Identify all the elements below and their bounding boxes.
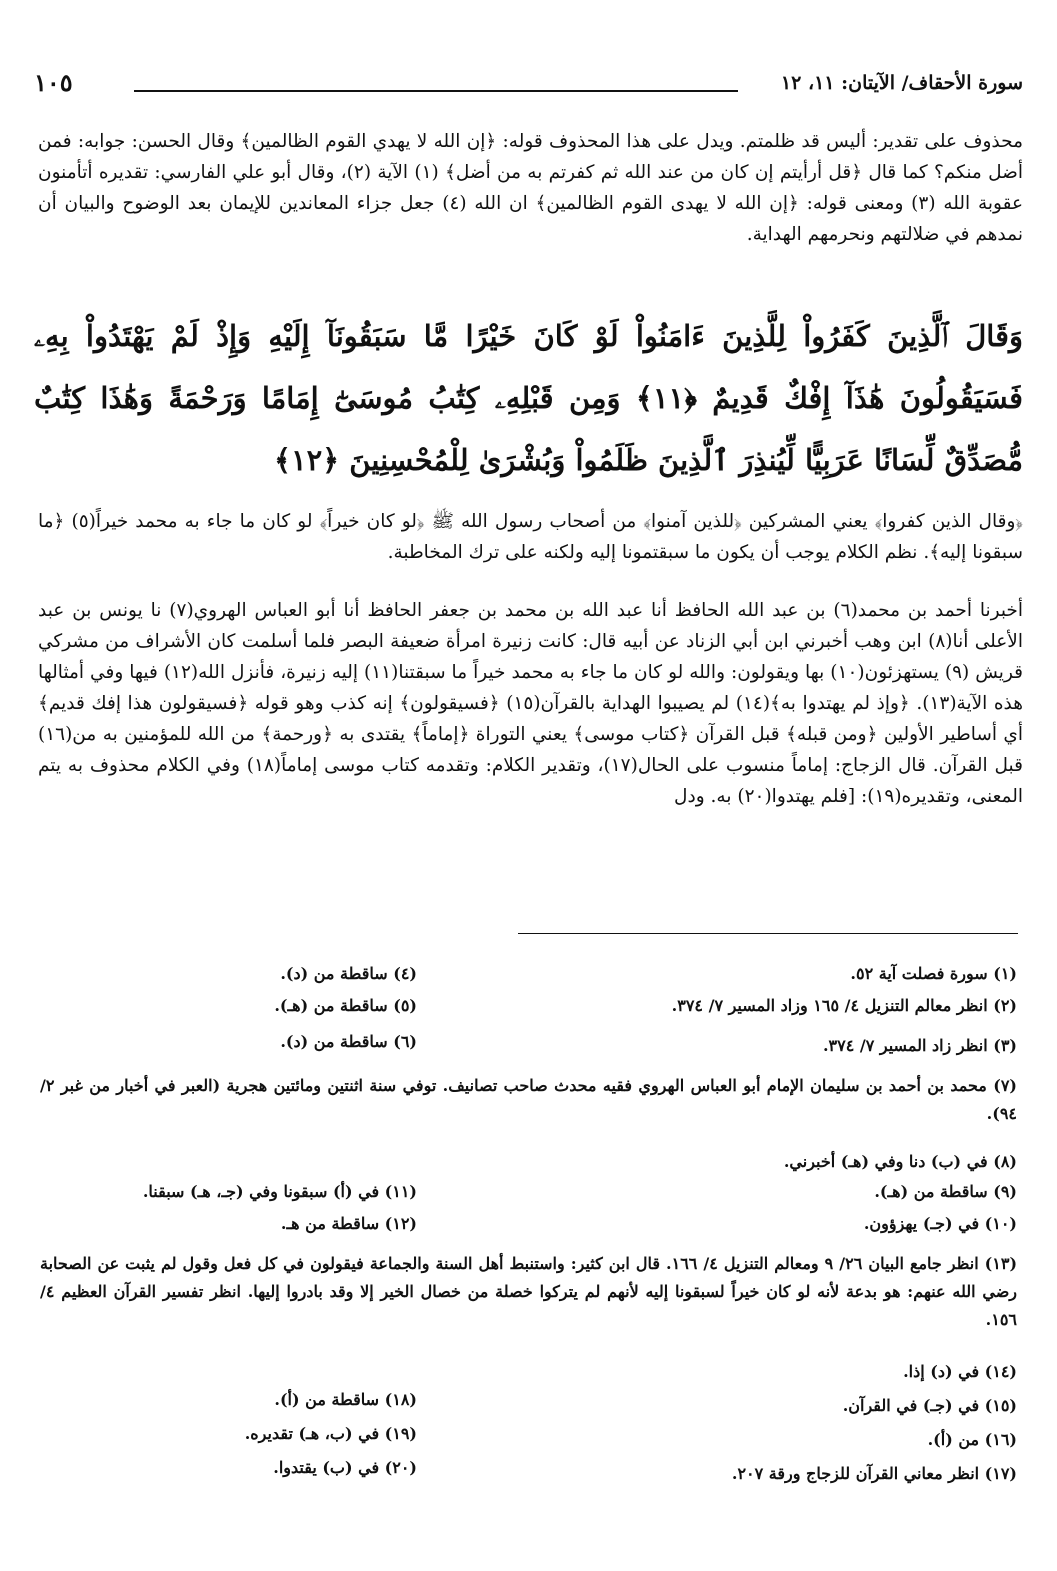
- footnote-3: (٣) انظر زاد المسير ٧/ ٣٧٤.: [822, 1036, 1017, 1055]
- footnote-16: (١٦) من (أ).: [927, 1430, 1017, 1449]
- header-rule: [134, 90, 738, 92]
- footnote-15: (١٥) في (جـ) في القرآن.: [842, 1396, 1017, 1415]
- footnote-18: (١٨) ساقطة من (أ).: [274, 1390, 417, 1409]
- footnote-12: (١٢) ساقطة من هـ.: [280, 1214, 417, 1233]
- footnote-13: (١٣) انظر جامع البيان ٢٦/ ٩ ومعالم التنزيل ٤/ ١٦٦. قال ابن كثير: واستنبط أهل السنة والجماعة فيقولون في كل فعل وقول لم يثبت عن الصحابة رضي الله عنهم: هو بدعة لأنه لو كان خيراً لسبقونا إليه لأنهم لم يتركوا خصلة من خصال الخير إلا وقد بادروا إليها. انظر تفسير القرآن العظيم ٤/ ١٥٦.: [40, 1254, 1018, 1329]
- footnote-4: (٤) ساقطة من (د).: [280, 964, 417, 983]
- commentary-paragraph-2: ﴿وقال الذين كفروا﴾ يعني المشركين ﴿للذين آمنوا﴾ من أصحاب رسول الله ﷺ ﴿لو كان خيراً﴾ لو كان ما جاء به محمد خيراً(٥) ﴿ما سبقونا إليه﴾. نظم الكلام يوجب أن يكون ما سبقتمونا إليه ولكنه على ترك المخاطبة.: [38, 511, 1024, 563]
- footnote-5: (٥) ساقطة من (هـ).: [274, 996, 417, 1015]
- footnote-separator: [518, 933, 1018, 934]
- page-number: ١٠٥: [34, 68, 73, 97]
- footnote-14: (١٤) في (د) إذا.: [903, 1362, 1017, 1381]
- commentary-paragraph-3: أخبرنا أحمد بن محمد(٦) بن عبد الله الحافظ أنا عبد الله بن محمد بن جعفر الحافظ أنا أبو العباس الهروي(٧) نا يونس بن عبد الأعلى أنا(٨) ابن وهب أخبرني ابن أبي الزناد عن أبيه قال: كانت زنيرة امرأة ضعيفة البصر فلما أسلمت كان الأشراف من مشركي قريش (٩) يستهزئون(١٠) بها ويقولون: والله لو كان ما جاء به محمد خيراً ما سبقتنا(١١) إليه زنيرة، فأنزل الله(١٢) فيها وفي أمثالها هذه الآية(١٣). ﴿وإذ لم يهتدوا به﴾(١٤) لم يصيبوا الهداية بالقرآن(١٥) ﴿فسيقولون﴾ إنه كذب وهو قوله ﴿فسيقولون هذا إفك قديم﴾ أي أساطير الأولين ﴿ومن قبله﴾ قبل القرآن ﴿كتاب موسى﴾ يعني التوراة ﴿إماماً﴾ يقتدى به ﴿ورحمة﴾ من الله للمؤمنين به من(١٦) قبل القرآن. قال الزجاج: إماماً منسوب على الحال(١٧)، وتقدير الكلام: وتقدمه كتاب موسى إماماً(١٨) وفي الكلام محذوف به يتم المعنى، وتقديره(١٩): [فلم يهتدوا(٢٠) به. ودل: [38, 600, 1024, 807]
- footnote-11: (١١) في (أ) سبقونا وفي (جـ، هـ) سبقنا.: [142, 1182, 417, 1201]
- commentary-paragraph-1: محذوف على تقدير: أليس قد ظلمتم. ويدل على هذا المحذوف قوله: ﴿إن الله لا يهدي القوم الظالمين﴾ وقال الحسن: جوابه: فمن أضل منكم؟ كما قال ﴿قل أرأيتم إن كان من عند الله ثم كفرتم به من أضل﴾ (١) الآية (٢)، وقال أبو علي الفارسي: تقديره أتأمنون عقوبة الله (٣) ومعنى قوله: ﴿إن الله لا يهدى القوم الظالمين﴾ ان الله (٤) جعل جزاء المعاندين للإيمان بعد الوضوح والبيان أن نمدهم في ضلالتهم ونحرمهم الهداية.: [38, 131, 1023, 245]
- footnote-17: (١٧) انظر معاني القرآن للزجاج ورقة ٢٠٧.: [731, 1464, 1017, 1483]
- footnote-1: (١) سورة فصلت آية ٥٢.: [850, 964, 1017, 983]
- footnote-2: (٢) انظر معالم التنزيل ٤/ ١٦٥ وزاد المسير ٧/ ٣٧٤.: [671, 996, 1017, 1015]
- quran-verses-11-12: وَقَالَ ٱلَّذِينَ كَفَرُواْ لِلَّذِينَ ءَامَنُواْ لَوْ كَانَ خَيْرًا مَّا سَبَقُونَآ إِلَيْهِ وَإِذْ لَمْ يَهْتَدُواْ بِهِۦ فَسَيَقُولُونَ هَٰذَآ إِفْكٌ قَدِيمٌ ﴿١١﴾ وَمِن قَبْلِهِۦ كِتَٰبُ مُوسَىٰٓ إِمَامًا وَرَحْمَةً وَهَٰذَا كِتَٰبٌ مُّصَدِّقٌ لِّسَانًا عَرَبِيًّا لِّيُنذِرَ ٱلَّذِينَ ظَلَمُواْ وَبُشْرَىٰ لِلْمُحْسِنِينَ ﴿١٢﴾: [34, 319, 1023, 477]
- footnote-19: (١٩) في (ب، هـ) تقديره.: [244, 1424, 417, 1443]
- running-header: [34, 68, 1023, 106]
- footnote-6: (٦) ساقطة من (د).: [280, 1032, 417, 1051]
- footnote-7: (٧) محمد بن أحمد بن سليمان الإمام أبو العباس الهروي فقيه محدث صاحب تصانيف. توفي سنة اثنتين ومائتين هجرية (العبر في أخبار من غبر ٢/ ٩٤).: [40, 1076, 1017, 1123]
- footnote-8: (٨) في (ب) دنا وفي (هـ) أخبرني.: [783, 1152, 1017, 1171]
- footnote-9: (٩) ساقطة من (هـ).: [874, 1182, 1017, 1201]
- footnote-20: (٢٠) في (ب) يقتدوا.: [273, 1458, 417, 1477]
- surah-heading: سورة الأحقاف/ الآيتان: ١١، ١٢: [780, 72, 1023, 94]
- footnote-10: (١٠) في (جـ) يهزؤون.: [863, 1214, 1017, 1233]
